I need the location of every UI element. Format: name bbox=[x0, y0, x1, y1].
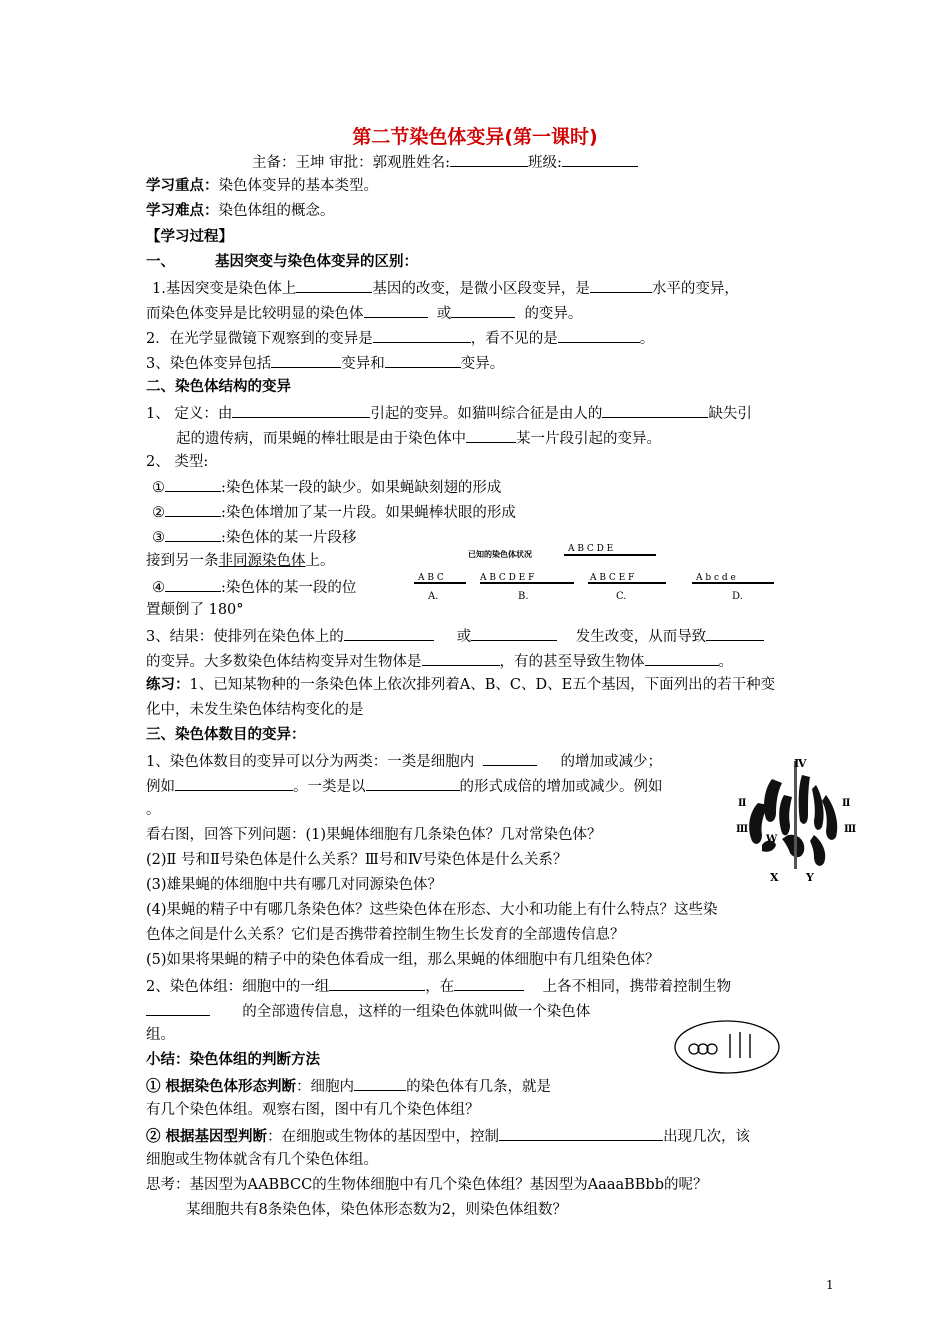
s3-n3: 。 bbox=[146, 802, 161, 818]
method-1: ① 根据染色体形态判断：细胞内 的染色体有几条，就是 bbox=[146, 1078, 552, 1095]
label-x: X bbox=[770, 871, 779, 884]
s2-heading: 二、染色体结构的变异 bbox=[146, 378, 291, 395]
type-3-cont: 接到另一条非同源染色体上。 bbox=[146, 553, 335, 569]
blank[interactable] bbox=[354, 1076, 406, 1091]
question-3: (3)雄果蝇的体细胞中共有哪几对同源染色体？ bbox=[146, 877, 443, 893]
name-label: 姓名: bbox=[416, 155, 450, 171]
blank[interactable] bbox=[344, 626, 434, 641]
blank[interactable] bbox=[146, 1001, 210, 1016]
focus-line: 学习重点：染色体变异的基本类型。 bbox=[146, 177, 378, 194]
option-c-label: C. bbox=[616, 591, 627, 602]
diagram-caption: 已知的染色体状况 bbox=[468, 550, 532, 559]
s2-def1: 1、 定义：由 引起的变异。如猫叫综合征是由人的 缺失引 bbox=[146, 403, 752, 423]
question-4a: (4)果蝇的精子中有哪几条染色体？这些染色体在形态、大小和功能上有什么特点？这些染 bbox=[146, 902, 718, 918]
label-ii-left: Ⅱ bbox=[738, 798, 747, 809]
s1-line2: 而染色体变异是比较明显的染色体 或 的变异。 bbox=[146, 303, 582, 323]
exercise-1: 练习：1、已知某物种的一条染色体上依次排列着A、B、C、D、E五个基因，下面列出的若干种变 bbox=[146, 676, 776, 693]
option-d-label: D. bbox=[732, 591, 743, 602]
s2-types: 2、 类型: bbox=[146, 454, 209, 470]
reviewer: 审批：郭观胜 bbox=[329, 155, 417, 171]
cell-figure bbox=[672, 1018, 782, 1076]
type-1: ① :染色体某一段的缺少。如果蝇缺刻翅的形成 bbox=[152, 477, 501, 497]
blank[interactable] bbox=[329, 976, 425, 991]
s1-line4: 3、染色体变异包括 变异和 变异。 bbox=[146, 353, 504, 373]
s1-line1: 1.基因突变是染色体上 基因的改变，是微小区段变异，是 水平的变异， bbox=[152, 278, 739, 298]
blank[interactable] bbox=[175, 776, 293, 791]
process-heading: 【学习过程】 bbox=[146, 228, 233, 245]
s3-n1: 1、染色体数目的变异可以分为两类：一类是细胞内 的增加或减少； bbox=[146, 751, 662, 771]
type-4-cont: 置颠倒了 180° bbox=[146, 602, 244, 618]
blank[interactable] bbox=[232, 403, 370, 418]
option-b-label: B. bbox=[518, 591, 529, 602]
blank[interactable] bbox=[645, 651, 719, 666]
result-1: 3、结果：使排列在染色体上的 或 发生改变，从而导致 bbox=[146, 626, 764, 646]
question-4b: 色体之间是什么关系？它们是否携带着控制生物生长发育的全部遗传信息？ bbox=[146, 927, 625, 943]
blank[interactable] bbox=[364, 303, 428, 318]
label-y: Y bbox=[806, 871, 814, 884]
option-a-label: A. bbox=[428, 591, 439, 602]
type-2: ② :染色体增加了某一片段。如果蝇棒状眼的形成 bbox=[152, 502, 516, 522]
summary-heading: 小结：染色体组的判断方法 bbox=[146, 1051, 320, 1068]
group-def-2: 的全部遗传信息，这样的一组染色体就叫做一个染色体 bbox=[146, 1001, 590, 1021]
method-2: ② 根据基因型判断：在细胞或生物体的基因型中，控制 出现几次，该 bbox=[146, 1128, 751, 1145]
option-a-genes: A B C bbox=[418, 573, 444, 583]
blank[interactable] bbox=[271, 353, 341, 368]
type-4: ④ :染色体的某一段的位 bbox=[152, 577, 356, 597]
question-1: 看右图，回答下列问题：(1)果蝇体细胞有几条染色体？几对常染色体？ bbox=[146, 827, 602, 843]
question-2: (2)Ⅱ 号和Ⅱ号染色体是什么关系？Ⅲ号和Ⅳ号染色体是什么关系？ bbox=[146, 852, 568, 868]
class-blank[interactable] bbox=[562, 152, 638, 167]
blank[interactable] bbox=[466, 428, 516, 443]
known-chromosome bbox=[564, 552, 656, 558]
option-chromosomes bbox=[410, 580, 790, 586]
chromosome-diagram bbox=[410, 542, 790, 602]
blank[interactable] bbox=[165, 577, 221, 592]
fly-karyotype-figure bbox=[728, 755, 860, 885]
label-iii-left: Ⅲ bbox=[736, 824, 749, 835]
blank[interactable] bbox=[296, 278, 372, 293]
option-d-genes: A b c d e bbox=[696, 573, 736, 583]
karyotype-drawing bbox=[728, 755, 860, 885]
blank[interactable] bbox=[471, 626, 557, 641]
blank[interactable] bbox=[483, 751, 537, 766]
label-ii-right: Ⅱ bbox=[842, 798, 851, 809]
option-b-genes: A B C D E F bbox=[480, 573, 535, 583]
label-iv: Ⅳ bbox=[794, 757, 807, 770]
exercise-2: 化中，未发生染色体结构变化的是 bbox=[146, 702, 364, 718]
group-def-1: 2、染色体组：细胞中的一组 ，在 上各不相同，携带着控制生物 bbox=[146, 976, 731, 996]
blank[interactable] bbox=[385, 353, 461, 368]
blank[interactable] bbox=[499, 1126, 663, 1141]
think-1: 思考：基因型为AABBCC的生物体细胞中有几个染色体组？基因型为AaaaBBbb的呢？ bbox=[146, 1177, 708, 1193]
class-label: 班级: bbox=[528, 155, 562, 171]
author: 主备：王坤 bbox=[252, 155, 325, 171]
page-title: 第二节染色体变异(第一课时) bbox=[352, 126, 598, 148]
blank[interactable] bbox=[706, 626, 764, 641]
blank[interactable] bbox=[366, 776, 460, 791]
result-2: 的变异。大多数染色体结构变异对生物体是 ，有的甚至导致生物体 。 bbox=[146, 651, 733, 671]
name-blank[interactable] bbox=[450, 152, 528, 167]
blank[interactable] bbox=[558, 328, 640, 343]
method-1-cont: 有几个染色体组。观察右图，图中有几个染色体组？ bbox=[146, 1102, 480, 1118]
think-2: 某细胞共有8条染色体，染色体形态数为2，则染色体组数？ bbox=[186, 1202, 567, 1218]
s3-heading: 三、染色体数目的变异： bbox=[146, 726, 306, 743]
label-w: W bbox=[766, 834, 778, 845]
question-5: (5)如果将果蝇的精子中的染色体看成一组，那么果蝇的体细胞中有几组染色体？ bbox=[146, 952, 660, 968]
blank[interactable] bbox=[165, 502, 221, 517]
cell-drawing bbox=[672, 1018, 782, 1076]
s1-line3: 2．在光学显微镜下观察到的变异是 ，看不见的是 。 bbox=[146, 328, 654, 348]
label-iii-right: Ⅲ bbox=[844, 824, 857, 835]
s1-heading: 一、 基因突变与染色体变异的区别： bbox=[146, 253, 418, 270]
difficulty-line: 学习难点：染色体组的概念。 bbox=[146, 202, 335, 219]
blank[interactable] bbox=[373, 328, 471, 343]
blank[interactable] bbox=[590, 278, 652, 293]
blank[interactable] bbox=[602, 403, 708, 418]
s2-def2: 起的遗传病，而果蝇的棒壮眼是由于染色体中 某一片段引起的变异。 bbox=[176, 428, 661, 448]
known-genes: A B C D E bbox=[568, 544, 614, 554]
header-line bbox=[252, 152, 638, 172]
blank[interactable] bbox=[454, 976, 524, 991]
option-c-genes: A B C E F bbox=[590, 573, 635, 583]
type-3: ③ :染色体的某一片段移 bbox=[152, 527, 356, 547]
blank[interactable] bbox=[165, 477, 221, 492]
blank[interactable] bbox=[165, 527, 221, 542]
blank[interactable] bbox=[451, 303, 515, 318]
s3-n2: 例如 。一类是以 的形式成倍的增加或减少。例如 bbox=[146, 776, 663, 796]
page-number: 1 bbox=[826, 1278, 834, 1292]
method-2-cont: 细胞或生物体就含有几个染色体组。 bbox=[146, 1152, 378, 1168]
group-def-3: 组。 bbox=[146, 1027, 175, 1043]
blank[interactable] bbox=[422, 651, 500, 666]
